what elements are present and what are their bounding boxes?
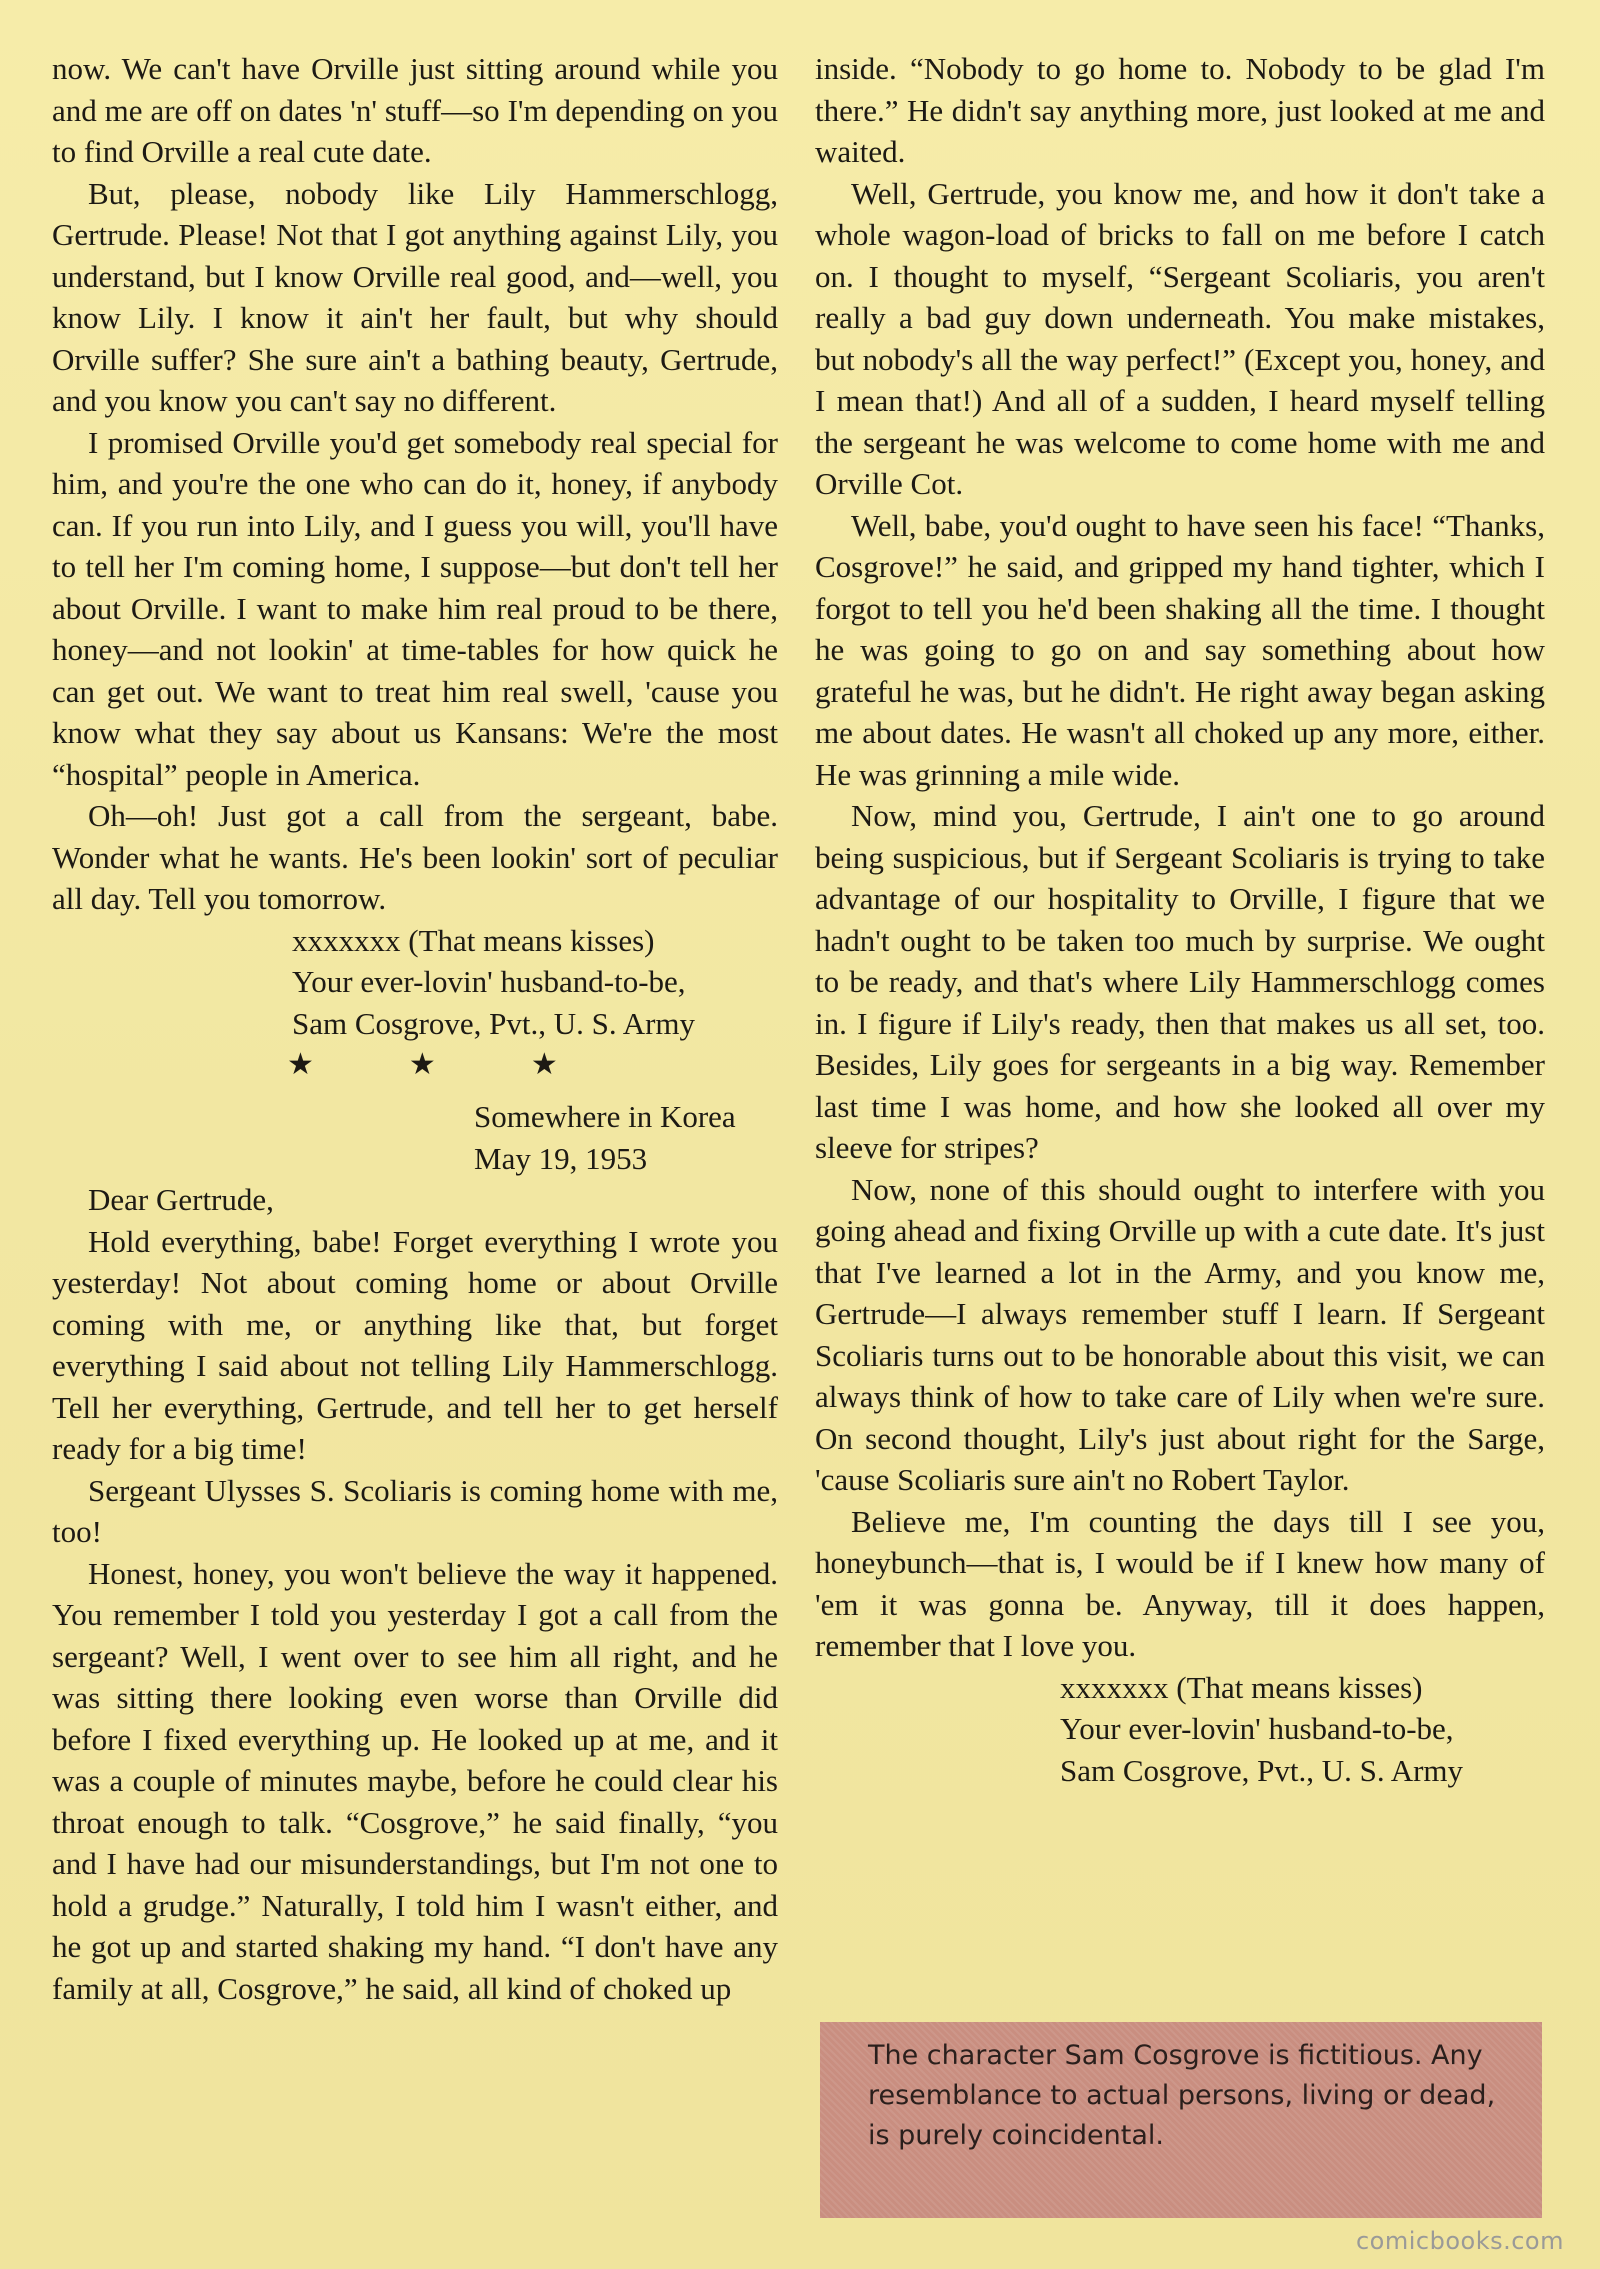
signature-line: xxxxxxx (That means kisses) [292, 922, 655, 958]
star-icon: ★ [408, 1048, 436, 1081]
paragraph: Sergeant Ulysses S. Scoliaris is coming home with me, too! [52, 1472, 778, 1549]
signature-line: Sam Cosgrove, Pvt., U. S. Army [292, 1005, 696, 1041]
paragraph: Believe me, I'm counting the days till I see you, honeybunch—that is, I would be if I knew how many of 'em it was gonna be. Anyway, till it does happen, remember that I love you. [815, 1503, 1545, 1663]
salutation: Dear Gertrude, [88, 1182, 274, 1217]
paragraph: Now, mind you, Gertrude, I ain't one to go around being suspicious, but if Sergeant Scoliaris is trying to take advantage of our hospitality to Orville, I figure that we hadn't ought to be taken too much by surprise. We ought to be ready, and that's where Lily Hammerschlogg comes in. I figure if Lily's ready, then that makes us all set, too. Besides, Lily goes for sergeants in a big way. Remember last time I was home, and how she looked all over my sleeve for stripes? [815, 798, 1545, 1165]
dateline-place: Somewhere in Korea [474, 1099, 736, 1134]
paragraph: Oh—oh! Just got a call from the sergeant, babe. Wonder what he wants. He's been lookin' sort of peculiar all day. Tell you tomorrow. [52, 798, 778, 916]
paragraph: I promised Orville you'd get somebody real special for him, and you're the one who can do it, honey, if anybody can. If you run into Lily, and I guess you will, you'll have to tell her I'm coming home, I suppose—but don't tell her about Orville. I want to make him real proud to be there, honey—and not lookin' at time-tables for how quick he can get out. We want to treat him real swell, 'cause you know what they say about us Kansans: We're the most “hospital” people in America. [52, 424, 778, 792]
paragraph: But, please, nobody like Lily Hammerschlogg, Gertrude. Please! Not that I got anything against Lily, you understand, but I know Orville real good, and—well, you know Lily. I know it ain't her fault, but why should Orville suffer? She sure ain't a bathing beauty, Gertrude, and you know you can't say no different. [52, 175, 778, 418]
paragraph: Honest, honey, you won't believe the way it happened. You remember I told you yesterday I got a call from the sergeant? Well, I went over to see him all right, and he was sitting there looking even worse than Orville did before I fixed everything up. He looked up at me, and it was a couple of minutes maybe, before he could clear his throat enough to talk. “Cosgrove,” he said finally, “you and I have had our misunderstandings, but I'm not one to hold a grudge.” Naturally, I told him I wasn't either, and he got up and started shaking my hand. “I don't have any family at all, Cosgrove,” he said, all kind of choked up [52, 1555, 778, 2006]
paragraph: Well, babe, you'd ought to have seen his face! “Thanks, Cosgrove!” he said, and gripped my hand tighter, which I forgot to tell you he'd been shaking all the time. I thought he was going to go on and say something about how grateful he was, but he didn't. He right away began asking me about dates. He wasn't all choked up any more, either. He was grinning a mile wide. [815, 507, 1545, 792]
signature-line: Your ever-lovin' husband-to-be, [292, 964, 686, 999]
signature-line: Sam Cosgrove, Pvt., U. S. Army [1060, 1752, 1464, 1788]
star-icon: ★ [530, 1048, 558, 1081]
signature-line: xxxxxxx (That means kisses) [1060, 1669, 1423, 1705]
signature-block [1060, 1667, 1545, 1792]
paragraph: Well, Gertrude, you know me, and how it don't take a whole wagon-load of bricks to fall on me before I catch on. I thought to myself, “Sergeant Scoliaris, you aren't really a bad guy down underneath. You make mistakes, but nobody's all the way perfect!” (Except you, honey, and I mean that!) And all of a sudden, I heard myself telling the sergeant he was welcome to come home with me and Orville Cot. [815, 175, 1545, 501]
dateline-date: May 19, 1953 [474, 1140, 648, 1176]
paragraph: inside. “Nobody to go home to. Nobody to be glad I'm there.” He didn't say anything more, just looked at me and waited. [815, 51, 1545, 169]
disclaimer-box: The character Sam Cosgrove is fictitious. Any resemblance to actual persons, living or dead, is purely coincidental. [820, 2022, 1542, 2218]
left-column [52, 48, 778, 2009]
section-divider [287, 1044, 778, 1096]
star-icon: ★ [287, 1048, 314, 1081]
dateline [474, 1096, 778, 1179]
paragraph: now. We can't have Orville just sitting around while you and me are off on dates 'n' stuff—so I'm depending on you to find Orville a real cute date. [52, 51, 778, 169]
signature-block [292, 920, 778, 1045]
right-column [815, 48, 1545, 1791]
paragraph: Hold everything, babe! Forget everything I wrote you yesterday! Not about coming home or about Orville coming with me, or anything like that, but forget everything I said about not telling Lily Hammerschlogg. Tell her everything, Gertrude, and tell her to get herself ready for a big time! [52, 1223, 778, 1466]
signature-line: Your ever-lovin' husband-to-be, [1060, 1711, 1454, 1746]
paragraph: Now, none of this should ought to interfere with you going ahead and fixing Orville up with a cute date. It's just that I've learned a lot in the Army, and you know me, Gertrude—I always remember stuff I learn. If Sergeant Scoliaris turns out to be honorable about this visit, we can always think of how to take care of Lily when we're sure. On second thought, Lily's just about right for the Sarge, 'cause Scoliaris sure ain't no Robert Taylor. [815, 1171, 1545, 1497]
watermark: comicbooks.com [1355, 2227, 1564, 2255]
